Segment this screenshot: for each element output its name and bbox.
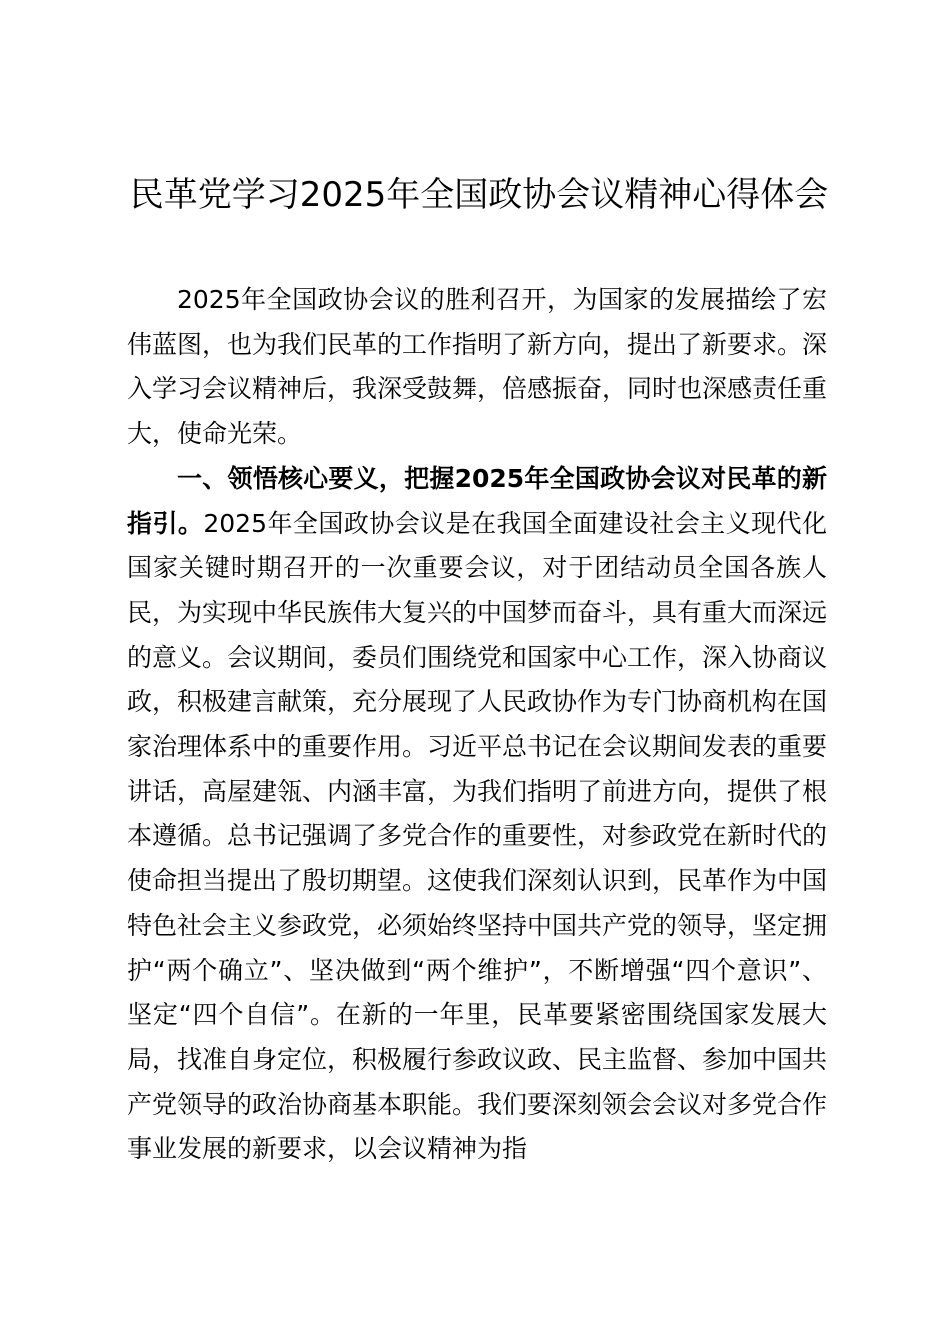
paragraph-text: 2025年全国政协会议是在我国全面建设社会主义现代化国家关键时期召开的一次重要会议，对于团结动员全国各族人民，为实现中华民族伟大复兴的中国梦而奋斗，具有重大而深远的意义。会议期间，委员们围绕党和国家中心工作，深入协商议政，积极建言献策，充分展现了人民政协作为专门协商机构在国家治理体系中的重要作用。习近平总书记在会议期间发表的重要讲话，高屋建瓴、内涵丰富，为我们指明了前进方向，提供了根本遵循。总书记强调了多党合作的重要性，对参政党在新时代的使命担当提出了殷切期望。这使我们深刻认识到，民革作为中国特色社会主义参政党，必须始终坚持中国共产党的领导，坚定拥护“两个确立”、坚决做到“两个维护”，不断增强“四个意识”、坚定“四个自信”。在新的一年里，民革要紧密围绕国家发展大局，找准自身定位，积极履行参政议政、民主监督、参加中国共产党领导的政治协商基本职能。我们要深刻领会会议对多党合作事业发展的新要求，以会议精神为指 [127, 508, 828, 1164]
paragraph-section-one [127, 457, 827, 1172]
paragraph-intro [127, 278, 827, 457]
document-body [127, 278, 827, 1172]
document-title: 民革党学习2025年全国政协会议精神心得体会 [129, 175, 829, 215]
section-heading: 一、领悟核心要义，把握2025年全国政协会议对民革的新指引。 [127, 463, 827, 538]
paragraph-text: 2025年全国政协会议的胜利召开，为国家的发展描绘了宏伟蓝图，也为我们民革的工作指明了新方向，提出了新要求。深入学习会议精神后，我深受鼓舞，倍感振奋，同时也深感责任重大，使命光荣。 [127, 285, 828, 449]
